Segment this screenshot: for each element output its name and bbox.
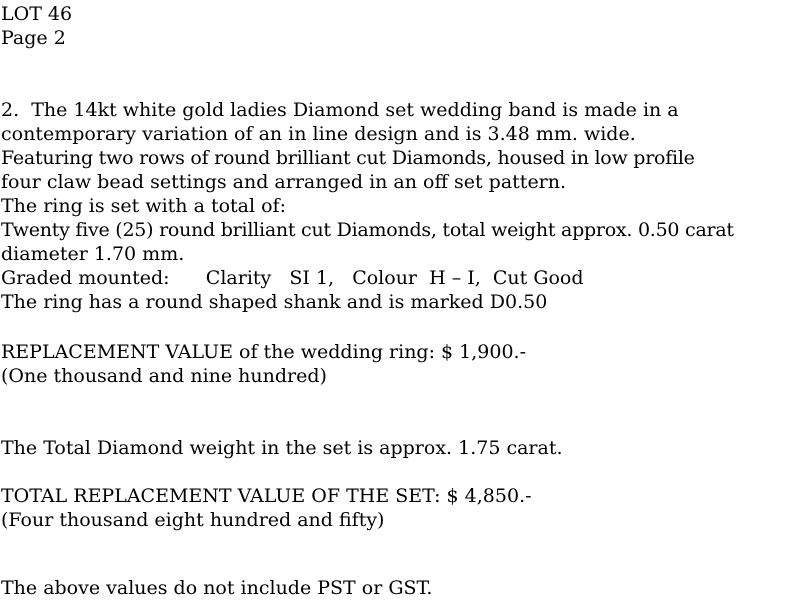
tax-note: The above values do not include PST or GST. — [1, 577, 433, 599]
total-replacement-value: TOTAL REPLACEMENT VALUE OF THE SET: $ 4,850.- — [1, 485, 532, 507]
item-description-line: four claw bead settings and arranged in an off set pattern. — [1, 171, 567, 193]
replacement-value: REPLACEMENT VALUE of the wedding ring: $ 1,900.- — [1, 341, 527, 363]
replacement-value-words: (One thousand and nine hundred) — [1, 365, 327, 387]
item-description-line: The ring has a round shaped shank and is marked D0.50 — [1, 291, 548, 313]
total-replacement-value-words: (Four thousand eight hundred and fifty) — [1, 509, 385, 531]
item-description-line: Twenty five (25) round brilliant cut Diamonds, total weight approx. 0.50 carat — [1, 219, 734, 241]
total-diamond-weight: The Total Diamond weight in the set is approx. 1.75 carat. — [1, 437, 563, 459]
item-description-line: Featuring two rows of round brilliant cut Diamonds, housed in low profile — [1, 147, 695, 169]
page-number: Page 2 — [1, 27, 66, 49]
item-description-line: contemporary variation of an in line design and is 3.48 mm. wide. — [1, 123, 636, 145]
grading-line: Graded mounted: Clarity SI 1, Colour H – I, Cut Good — [1, 267, 584, 289]
item-description-line: The ring is set with a total of: — [1, 195, 286, 217]
item-description-line: 2. The 14kt white gold ladies Diamond set wedding band is made in a — [1, 99, 679, 121]
lot-number: LOT 46 — [1, 3, 73, 25]
item-description-line: diameter 1.70 mm. — [1, 243, 185, 265]
